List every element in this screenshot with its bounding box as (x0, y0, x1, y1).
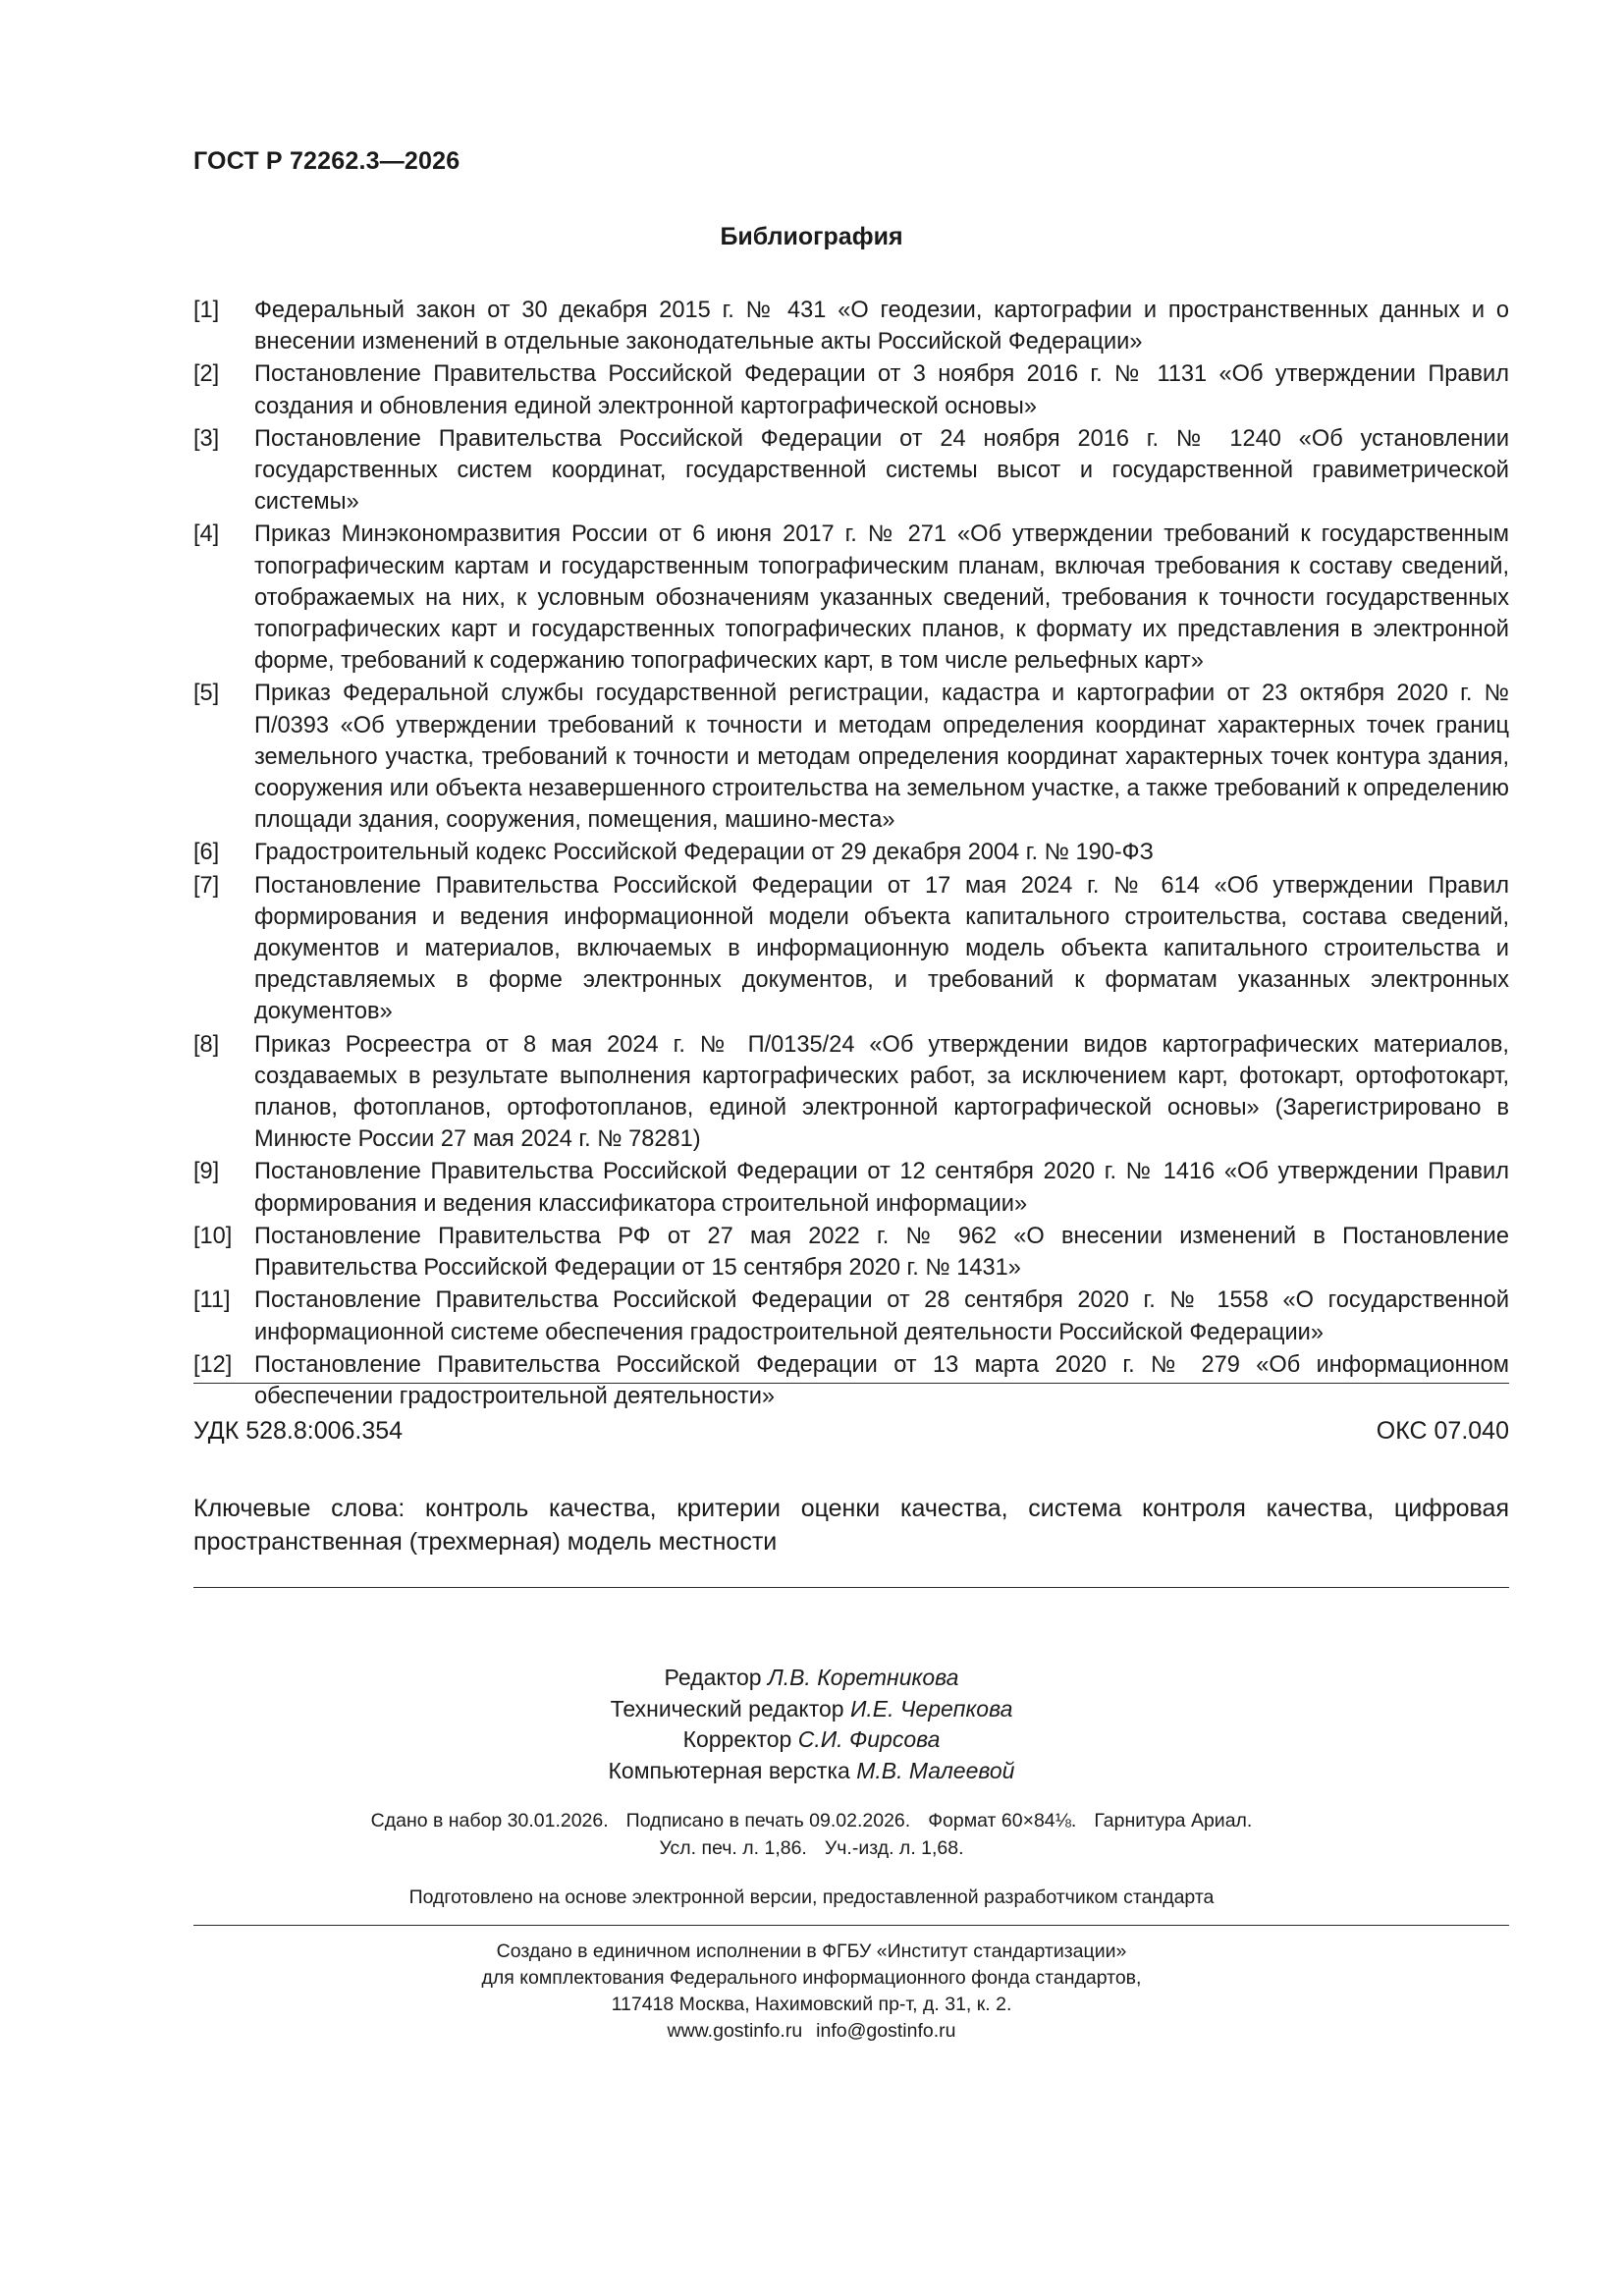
divider-line (193, 1925, 1509, 1926)
bibliography-list (193, 295, 1509, 1413)
bibliography-item (193, 358, 1509, 421)
bibliography-item-text: Приказ Росреестра от 8 мая 2024 г. № П/0135/24 «Об утверждении видов картографических материалов, создаваемых в результате выполнения картографических работ, за исключением карт, фотокарт, ортофотокарт, планов, фотопланов, ортофотопланов, единой электронной картографической основы» (Зарегистрировано в Минюсте России 27 мая 2024 г. № 78281) (254, 1031, 1509, 1153)
credit-name: Л.В. Коретникова (767, 1665, 959, 1690)
bibliography-item-number: [9] (193, 1159, 220, 1185)
credit-name: И.Е. Черепкова (849, 1695, 1013, 1722)
bibliography-item (193, 1285, 1509, 1347)
bibliography-item-text: Постановление Правительства Российской Федерации от 24 ноября 2016 г. № 1240 «Об установлении государственных систем координат, государственной системы высот и государственной гравиметрической системы» (254, 425, 1509, 516)
credit-line (0, 1724, 1623, 1756)
credit-name: М.В. Малеевой (856, 1757, 1015, 1783)
bibliography-item-number: [6] (193, 840, 220, 866)
bibliography-item (193, 1349, 1509, 1412)
bibliography-item (193, 1156, 1509, 1219)
publisher-line: Создано в единичном исполнении в ФГБУ «Институт стандартизации» (496, 1941, 1127, 1962)
publisher-contacts (0, 2018, 1623, 2045)
credit-role: Технический редактор (610, 1695, 844, 1722)
bibliography-item (193, 1221, 1509, 1284)
publisher-line: для комплектования Федерального информационного фонда стандартов, (481, 1967, 1142, 1989)
bibliography-title: Библиография (720, 223, 903, 250)
bibliography-item-text: Постановление Правительства РФ от 27 мая 2022 г. № 962 «О внесении изменений в Постановление Правительства Российской Федерации от 15 сентября 2020 г. № 1431» (254, 1223, 1509, 1282)
bibliography-item-number: [10] (193, 1223, 233, 1249)
bibliography-item-number: [5] (193, 681, 220, 707)
credit-line (0, 1694, 1623, 1725)
bibliography-item-number: [7] (193, 872, 220, 899)
bibliography-item-number: [8] (193, 1031, 220, 1058)
bibliography-item-number: [11] (193, 1287, 231, 1314)
bibliography-item (193, 519, 1509, 677)
bibliography-item-number: [2] (193, 361, 220, 388)
bibliography-item-number: [4] (193, 521, 220, 548)
signed-date: Подписано в печать 09.02.2026. (625, 1810, 911, 1831)
credit-role: Компьютерная верстка (608, 1757, 850, 1783)
bibliography-item-text: Постановление Правительства Российской Федерации от 17 мая 2024 г. № 614 «Об утверждении Правил формирования и ведения информационной модели объекта капитального строительства, состава сведений, документов и материалов, включаемых в информационную модель объекта капитального строительства и представляемых в форме электронных документов, и требований к форматам указанных электронных документов» (254, 872, 1509, 1025)
bibliography-item (193, 678, 1509, 836)
bibliography-item-text: Приказ Минэкономразвития России от 6 июня 2017 г. № 271 «Об утверждении требований к государственным топографическим картам и государственным топографическим планам, включая требования к составу сведений, отображаемых на них, к условным обозначениям указанных сведений, требования к точности государственных топографических карт и государственных топографических планов, к формату их представления в электронной форме, требований к содержанию топографических карт, в том числе рельефных карт» (254, 521, 1509, 675)
document-code: ГОСТ Р 72262.3—2026 (193, 147, 460, 175)
prepared-note: Подготовлено на основе электронной версии, предоставленной разработчиком стандарта (408, 1886, 1215, 1908)
credit-line (0, 1663, 1623, 1694)
publisher-address: 117418 Москва, Нахимовский пр-т, д. 31, к. 2. (611, 1994, 1012, 2015)
divider-line (193, 1587, 1509, 1588)
oks-code: ОКС 07.040 (1376, 1417, 1509, 1445)
credits-block (0, 1663, 1623, 1786)
email-link[interactable]: info@gostinfo.ru (816, 2020, 956, 2042)
bibliography-item (193, 423, 1509, 519)
udk-code: УДК 528.8:006.354 (193, 1417, 404, 1445)
website-link[interactable]: www.gostinfo.ru (667, 2020, 803, 2042)
bibliography-item-number: [12] (193, 1351, 233, 1378)
credit-line (0, 1756, 1623, 1787)
bibliography-item-text: Постановление Правительства Российской Федерации от 12 сентября 2020 г. № 1416 «Об утверждении Правил формирования и ведения классификатора строительной информации» (254, 1159, 1509, 1217)
credit-role: Корректор (682, 1726, 792, 1752)
credit-name: С.И. Фирсова (797, 1726, 941, 1752)
print-info-line-2 (0, 1834, 1623, 1862)
publisher-block (0, 1939, 1623, 2045)
bibliography-item (193, 1029, 1509, 1156)
sent-date: Сдано в набор 30.01.2026. (370, 1810, 609, 1831)
bibliography-item (193, 870, 1509, 1028)
divider-line (193, 1383, 1509, 1384)
bibliography-item-number: [1] (193, 298, 220, 323)
typeface: Гарнитура Ариал. (1094, 1810, 1253, 1831)
bibliography-item-number: [3] (193, 425, 220, 452)
publisher-sheets: Уч.-изд. л. 1,68. (824, 1837, 964, 1859)
credit-role: Редактор (664, 1665, 762, 1690)
bibliography-item-text: Приказ Федеральной службы государственной регистрации, кадастра и картографии от 23 октября 2020 г. № П/0393 «Об утверждении требований к точности и методам определения координат характерных точек границ земельного участка, требований к точности и методам определения координат характерных точек контура здания, сооружения или объекта незавершенного строительства на земельном участке, а также требований к определению площади здания, сооружения, помещения, машино-места» (254, 681, 1509, 834)
print-info (0, 1807, 1623, 1862)
bibliography-item-text: Градостроительный кодекс Российской Федерации от 29 декабря 2004 г. № 190-ФЗ (254, 840, 1154, 866)
bibliography-item-text: Постановление Правительства Российской Федерации от 13 марта 2020 г. № 279 «Об информационном обеспечении градостроительной деятельности» (254, 1351, 1509, 1409)
bibliography-item (193, 295, 1509, 357)
keywords: Ключевые слова: контроль качества, критерии оценки качества, система контроля качества, цифровая пространственная (трехмерная) модель местности (193, 1495, 1509, 1556)
bibliography-item (193, 837, 1509, 868)
bibliography-item-text: Федеральный закон от 30 декабря 2015 г. № 431 «О геодезии, картографии и пространственных данных и о внесении изменений в отдельные законодательные акты Российской Федерации» (254, 298, 1509, 355)
bibliography-item-text: Постановление Правительства Российской Федерации от 28 сентября 2020 г. № 1558 «О государственной информационной системе обеспечения градостроительной деятельности Российской Федерации» (254, 1287, 1509, 1345)
bibliography-item-text: Постановление Правительства Российской Федерации от 3 ноября 2016 г. № 1131 «Об утверждении Правил создания и обновления единой электронной картографической основы» (254, 361, 1509, 419)
print-info-line-1 (0, 1807, 1623, 1834)
print-format: Формат 60×84⅛. (928, 1810, 1077, 1831)
print-sheets: Усл. печ. л. 1,86. (659, 1837, 807, 1859)
